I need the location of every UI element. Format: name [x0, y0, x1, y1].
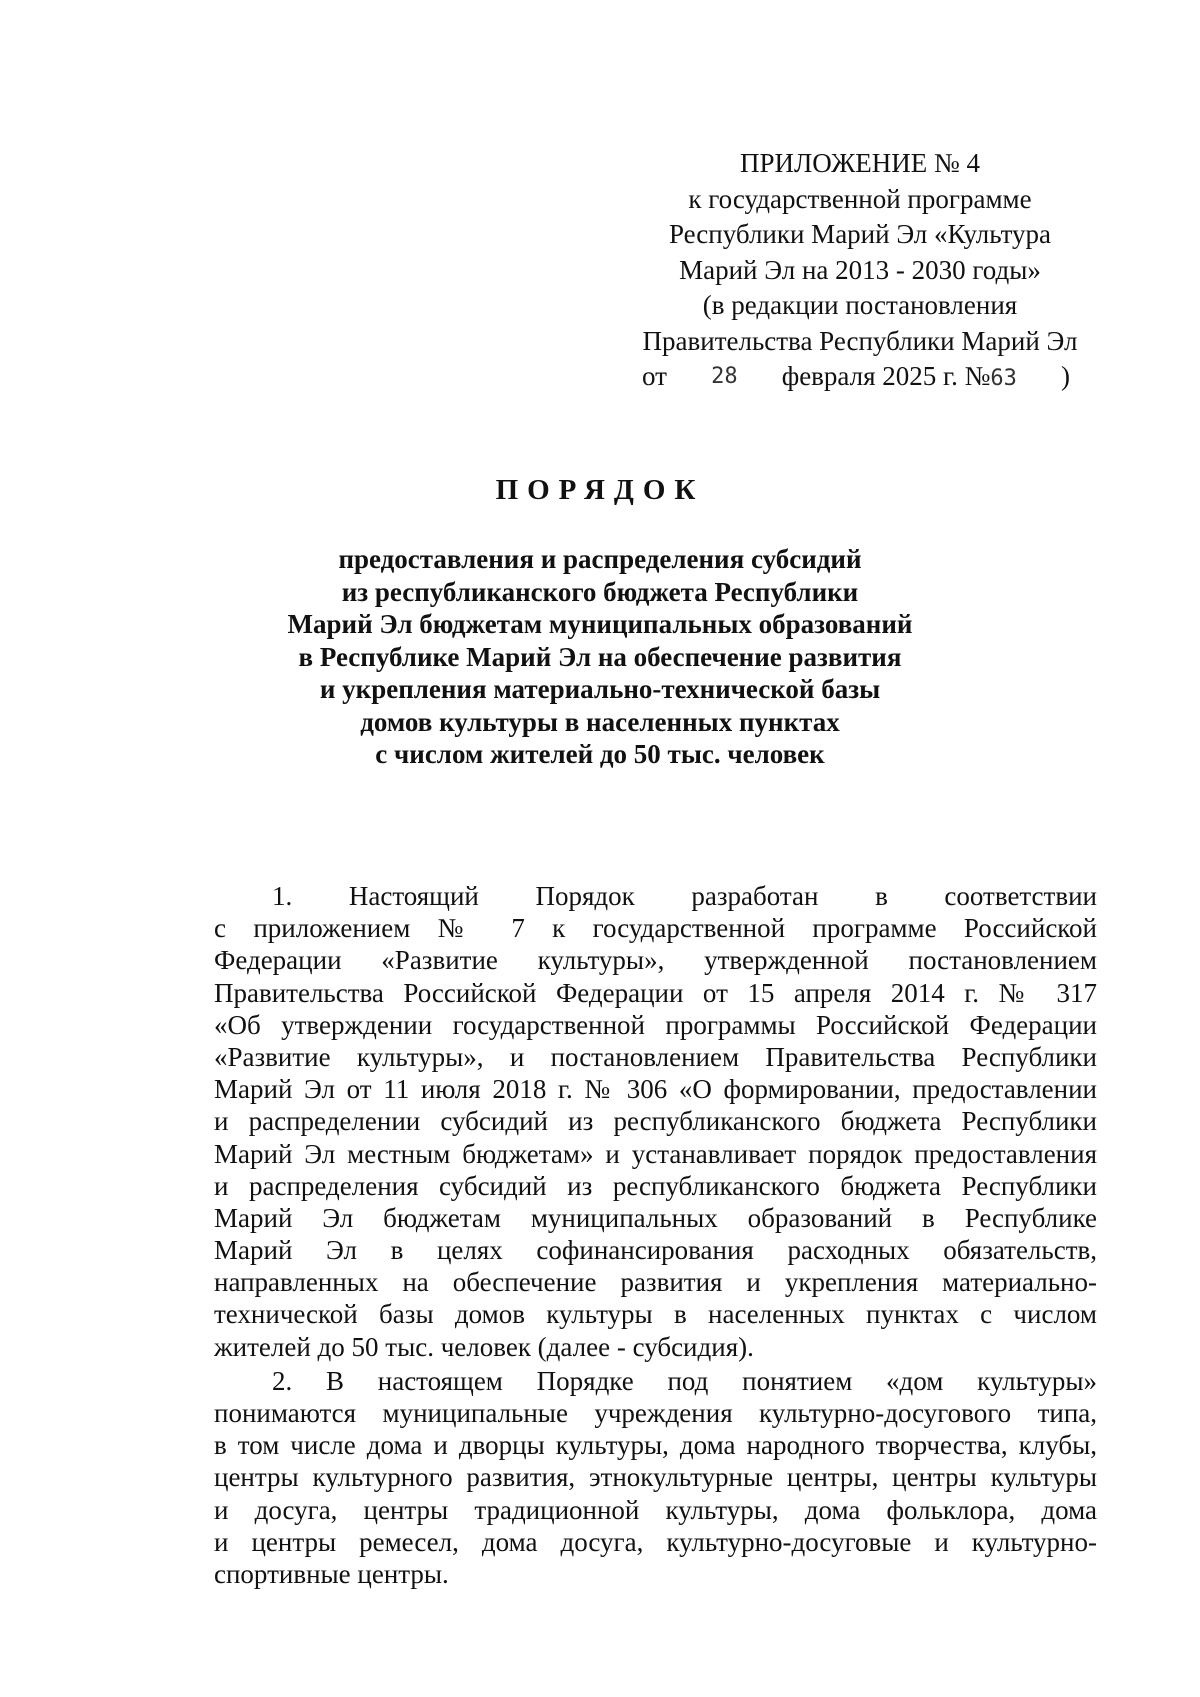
paragraph-line: Марий Эл местным бюджетам» и устанавливает порядок предоставления [214, 1138, 1097, 1169]
paragraph-line: и досуга, центры традиционной культуры, дома фольклора, дома [214, 1494, 1097, 1525]
annex-line: Правительства Республики Марий Эл [642, 325, 1078, 356]
date-prefix: от [642, 361, 667, 391]
annex-line: ПРИЛОЖЕНИЕ № 4 [739, 148, 981, 178]
paragraph-line: технической базы домов культуры в населенных пунктах с числом [214, 1299, 1097, 1330]
paragraph-line: жителей до 50 тыс. человек (далее - субсидия). [214, 1331, 754, 1362]
paragraph-line: Правительства Российской Федерации от 15 апреля 2014 г. № 317 [214, 977, 1097, 1008]
annex-line: Республики Марий Эл «Культура [668, 219, 1051, 249]
date-day-handwritten: 28 [711, 364, 738, 389]
paragraph-line: и распределении субсидий из республиканского бюджета Республики [214, 1106, 1097, 1137]
subtitle-line: из республиканского бюджета Республики [341, 576, 859, 607]
paragraph-line: Федерации «Развитие культуры», утвержденной постановлением [214, 945, 1097, 976]
paragraph-2 [214, 1365, 1097, 1590]
paragraph-line: и центры ремесел, дома досуга, культурно-досуговые и культурно- [214, 1526, 1097, 1557]
paragraph-line: «Об утверждении государственной программы Российской Федерации [214, 1009, 1097, 1040]
paragraph-line: Марий Эл в целях софинансирования расходных обязательств, [214, 1235, 1097, 1266]
paragraph-1 [214, 880, 1097, 1363]
paragraph-line: «Развитие культуры», и постановлением Правительства Республики [214, 1041, 1097, 1072]
closing-paren: ) [1060, 361, 1070, 391]
paragraph-line: с приложением № 7 к государственной программе Российской [214, 913, 1097, 944]
annex-line: к государственной программе [688, 183, 1032, 214]
document-subtitle [240, 543, 960, 771]
date-rest: февраля 2025 г. №63 [781, 361, 1017, 391]
subtitle-line: с числом жителей до 50 тыс. человек [375, 739, 825, 769]
paragraph-line: направленных на обеспечение развития и укрепления материально- [214, 1267, 1097, 1298]
annex-date-line [620, 359, 1100, 397]
annex-line: Марий Эл на 2013 - 2030 годы» [679, 254, 1041, 285]
document-title: ПОРЯДОК [495, 474, 705, 506]
paragraph-line: Марий Эл бюджетам муниципальных образований в Республике [214, 1202, 1097, 1233]
subtitle-line: и укрепления материально-технической базы [319, 674, 881, 704]
subtitle-line: домов культуры в населенных пунктах [360, 706, 840, 737]
annex-line: (в редакции постановления [702, 290, 1018, 320]
subtitle-line: Марий Эл бюджетам муниципальных образований [287, 609, 913, 639]
paragraph-line: Марий Эл от 11 июля 2018 г. № 306 «О формировании, предоставлении [214, 1074, 1097, 1105]
subtitle-line: предоставления и распределения субсидий [338, 544, 862, 574]
paragraph-line: спортивные центры. [214, 1558, 449, 1589]
paragraph-line: в том числе дома и дворцы культуры, дома народного творчества, клубы, [214, 1430, 1097, 1461]
paragraph-line: и распределения субсидий из республиканского бюджета Республики [214, 1170, 1097, 1201]
document-body [214, 880, 1097, 1590]
annex-header [620, 146, 1100, 397]
paragraph-line: центры культурного развития, этнокультурные центры, центры культуры [214, 1462, 1097, 1493]
decree-number-handwritten: 63 [990, 366, 1017, 391]
paragraph-line: 2. В настоящем Порядке под понятием «дом культуры» [272, 1365, 1097, 1396]
paragraph-line: 1. Настоящий Порядок разработан в соответствии [272, 881, 1097, 911]
subtitle-line: в Республике Марий Эл на обеспечение развития [298, 641, 902, 672]
paragraph-line: понимаются муниципальные учреждения культурно-досугового типа, [214, 1398, 1097, 1428]
